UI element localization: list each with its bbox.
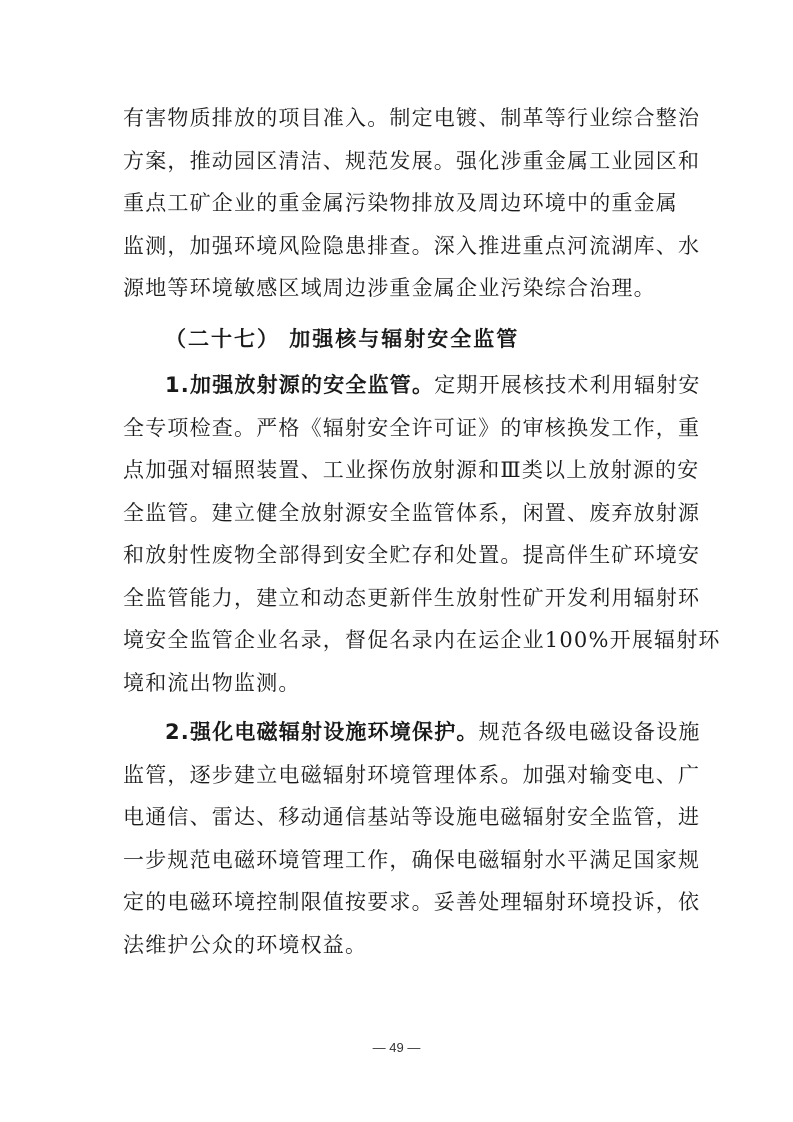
item1-line: 和放射性废物全部得到安全贮存和处置。提高伴生矿环境安 [123,543,701,567]
paragraph-line: 监测，加强环境风险隐患排查。深入推进重点河流湖库、水 [123,234,701,258]
section-heading: （二十七） 加强核与辐射安全监管 [165,327,520,351]
item2-line: 定的电磁环境控制限值按要求。妥善处理辐射环境投诉，依 [123,890,701,914]
item1-line: 全监管。建立健全放射源安全监管体系，闲置、废弃放射源 [123,501,701,525]
item1-first-line [165,370,701,400]
item1-line: 境安全监管企业名录，督促名录内在运企业100%开展辐射环 [123,628,721,652]
item2-line: 一步规范电磁环境管理工作，确保电磁辐射水平满足国家规 [123,848,701,872]
page-number: — 49 — [372,1040,421,1055]
item2-first-line [165,717,701,747]
paragraph-line: 重点工矿企业的重金属污染物排放及周边环境中的重金属 [123,191,678,215]
item1-line: 点加强对辐照装置、工业探伤放射源和Ⅲ类以上放射源的安 [123,458,700,482]
item1-line: 全专项检查。严格《辐射安全许可证》的审核换发工作，重 [123,416,701,440]
item1-first-line-text: 定期开展核技术利用辐射安 [434,373,701,397]
item2-line: 电通信、雷达、移动通信基站等设施电磁辐射安全监管，进 [123,805,701,829]
item2-line: 法维护公众的环境权益。 [123,933,368,957]
item2-first-line-text: 规范各级电磁设备设施 [478,720,701,744]
item2-line: 监管，逐步建立电磁辐射环境管理体系。加强对输变电、广 [123,763,701,787]
item1-line: 境和流出物监测。 [123,671,301,695]
item1-title: 1.加强放射源的安全监管。 [165,373,435,397]
paragraph-line: 方案，推动园区清洁、规范发展。强化涉重金属工业园区和 [123,149,701,173]
item1-line: 全监管能力，建立和动态更新伴生放射性矿开发利用辐射环 [123,586,701,610]
paragraph-line: 源地等环境敏感区域周边涉重金属企业污染综合治理。 [123,276,656,300]
item2-title: 2.强化电磁辐射设施环境保护。 [165,720,479,744]
paragraph-line: 有害物质排放的项目准入。制定电镀、制革等行业综合整治 [123,106,701,130]
